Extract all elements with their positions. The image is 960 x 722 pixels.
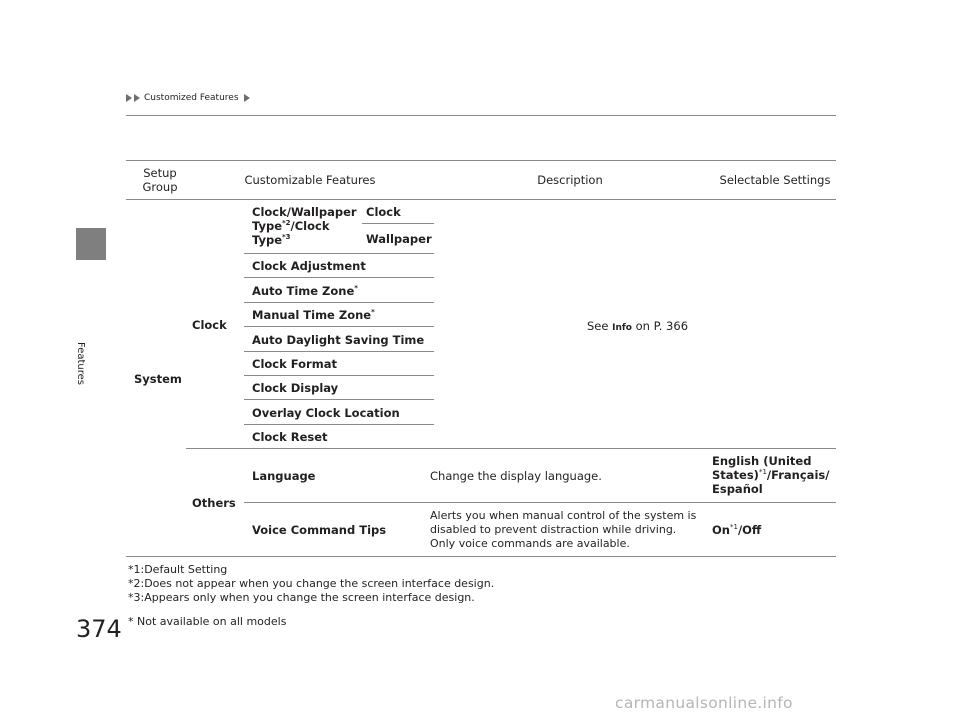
feature-overlay-clock-location: Overlay Clock Location [252,406,400,420]
table-bottom-rule [126,556,836,557]
row-rule [244,502,836,503]
row-rule [244,253,434,254]
clock-wallpaper-type: Clock/Wallpaper Type$^{*2}$/Clock Type$^{*3}$ [252,205,357,247]
feature-clock-adjustment: Clock Adjustment [252,259,366,273]
feature-language: Language [252,469,316,483]
triangle-icon [244,94,250,102]
header-rule [126,115,836,116]
feature-auto-daylight-saving-time: Auto Daylight Saving Time [252,333,425,347]
row-rule [244,277,434,278]
row-rule [244,424,434,425]
language-settings: English (United States)$^{*1}$/Français/ Español [712,454,830,496]
row-rule [244,351,434,352]
feature-auto-time-zone: Auto Time Zone* [252,284,358,298]
triangle-icon [134,94,140,102]
voice-tips-settings: On$^{*1}$/Off [712,523,762,537]
header-customizable-features: Customizable Features [244,173,376,187]
page-number: 374 [76,615,122,643]
footnote-1: *1:Default Setting [128,563,228,576]
footnote-3: *3:Appears only when you change the screen interface design. [128,591,475,604]
row-rule [244,326,434,327]
row-rule [362,223,434,224]
see-info-reference: See Info on P. 366 [587,319,689,333]
header-selectable-settings: Selectable Settings [719,173,831,187]
chapter-label: Features [75,342,86,385]
clock-sub-option: Clock [366,205,401,219]
header-description: Description [537,173,603,187]
table-top-rule [126,160,836,161]
group-others: Others [192,496,236,510]
row-rule [244,399,434,400]
availability-note: * Not available on all models [128,615,287,628]
table-header-rule [126,199,836,200]
group-clock: Clock [192,318,227,332]
breadcrumb [126,93,250,103]
language-description: Change the display language. [430,469,602,483]
row-rule [244,302,434,303]
row-rule [244,375,434,376]
footnote-2: *2:Does not appear when you change the screen interface design. [128,577,495,590]
wallpaper-sub-option: Wallpaper [366,232,432,246]
section-rule [186,448,836,449]
feature-clock-reset: Clock Reset [252,430,328,444]
header-setup-group: Setup Group [142,166,178,194]
feature-manual-time-zone: Manual Time Zone* [252,308,375,322]
feature-voice-command-tips: Voice Command Tips [252,523,387,537]
watermark: carmanualsonline.info [615,694,793,712]
chapter-tab [76,228,106,260]
breadcrumb-label: Customized Features [144,93,239,103]
feature-clock-display: Clock Display [252,381,339,395]
triangle-icon [126,94,132,102]
voice-tips-description: Alerts you when manual control of the system is disabled to prevent distraction while driving. Only voice commands are available. [430,509,697,550]
feature-clock-format: Clock Format [252,357,337,371]
info-link[interactable]: Info [612,323,632,333]
group-system: System [134,372,182,386]
